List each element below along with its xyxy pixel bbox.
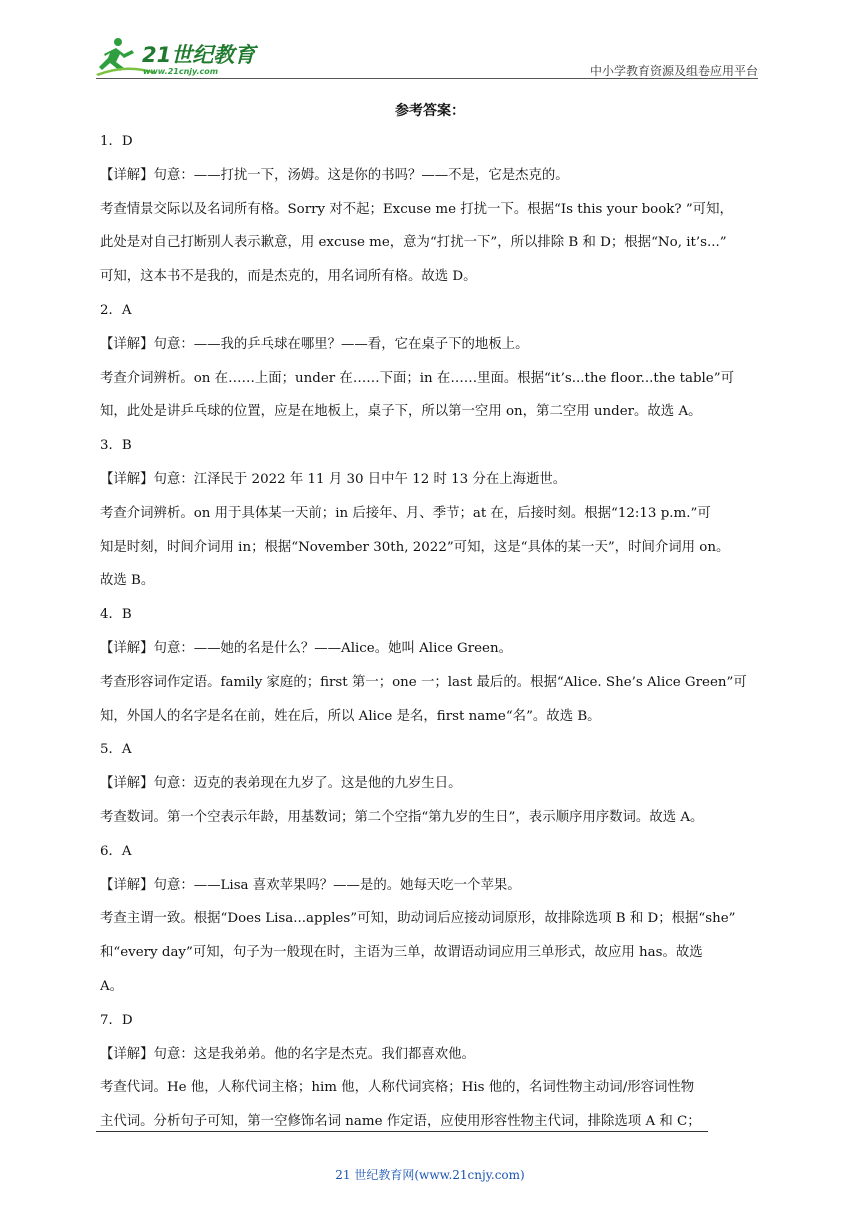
explanation-line: 主代词。分析句子可知，第一空修饰名词 name 作定语，应使用形容性物主代词，排除选项 A 和 C； — [100, 1114, 701, 1130]
answer-number: 6．A — [100, 843, 132, 859]
answer-number: 2．A — [100, 302, 132, 318]
footer-divider — [96, 1131, 708, 1132]
explanation-line: 考查介词辨析。on 用于具体某一天前；in 后接年、月、季节；at 在，后接时刻。根据“12:13 p.m.”可 — [100, 505, 711, 521]
explanation-line: 考查情景交际以及名词所有格。Sorry 对不起；Excuse me 打扰一下。根据“Is this your book? ”可知， — [100, 201, 733, 217]
answer-number: 1．D — [100, 134, 133, 149]
explanation-line: 此处是对自己打断别人表示歉意，用 excuse me，意为“打扰一下”，所以排除 B 和 D；根据“No, it’s...” — [100, 235, 727, 251]
answer-number: 4．B — [100, 607, 132, 623]
logo — [96, 34, 266, 78]
explanation-line: 【详解】句意：——Lisa 喜欢苹果吗？——是的。她每天吃一个苹果。 — [100, 877, 521, 893]
explanation-line: 【详解】句意：江泽民于 2022 年 11 月 30 日中午 12 时 13 分在上海逝世。 — [100, 471, 567, 487]
answer-content — [100, 125, 760, 1139]
answer-number: 5．A — [100, 742, 132, 758]
explanation-line: 考查数词。第一个空表示年龄，用基数词；第二个空指“第九岁的生日”，表示顺序用序数词。故选 A。 — [100, 809, 704, 825]
header-divider — [96, 78, 758, 79]
explanation-line: 【详解】句意：——打扰一下，汤姆。这是你的书吗？——不是，它是杰克的。 — [100, 167, 569, 183]
logo-url: www.21cnjy.com — [143, 67, 219, 76]
answer-number: 7．D — [100, 1012, 133, 1028]
page-header — [96, 34, 758, 78]
explanation-line: 【详解】句意：——我的乒乓球在哪里？——看，它在桌子下的地板上。 — [100, 336, 529, 352]
explanation-line: 【详解】句意：——她的名是什么？——Alice。她叫 Alice Green。 — [100, 640, 512, 656]
explanation-line: 和“every day”可知，句子为一般现在时，主语为三单，故谓语动词应用三单形式，故应用 has。故选 — [100, 945, 703, 961]
explanation-line: 考查形容词作定语。family 家庭的；first 第一；one 一；last 最后的。根据“Alice. She’s Alice Green”可 — [100, 674, 747, 690]
explanation-line: 考查介词辨析。on 在……上面；under 在……下面；in 在……里面。根据“it’s...the floor...the table”可 — [100, 370, 734, 386]
explanation-line: 知，外国人的名字是名在前，姓在后，所以 Alice 是名，first name“名”。故选 B。 — [100, 708, 601, 724]
logo-text: 21世纪教育 — [142, 43, 256, 67]
explanation-line: 【详解】句意：迈克的表弟现在九岁了。这是他的九岁生日。 — [100, 776, 462, 792]
explanation-line: A。 — [100, 978, 124, 994]
page-title: 参考答案： — [395, 103, 465, 119]
explanation-line: 考查代词。He 他，人称代词主格；him 他，人称代词宾格；His 他的，名词性物主动词/形容词性物 — [100, 1080, 695, 1096]
header-tagline: 中小学教育资源及组卷应用平台 — [589, 64, 758, 78]
explanation-line: 可知，这本书不是我的，而是杰克的，用名词所有格。故选 D。 — [100, 269, 477, 285]
answer-number: 3．B — [100, 438, 132, 454]
explanation-line: 知是时刻，时间介词用 in；根据“November 30th, 2022”可知，这是“具体的某一天”，时间介词用 on。 — [100, 539, 730, 555]
explanation-line: 考查主谓一致。根据“Does Lisa...apples”可知，助动词后应接动词原形，故排除选项 B 和 D；根据“she” — [100, 911, 736, 927]
explanation-line: 故选 B。 — [100, 573, 155, 589]
explanation-line: 【详解】句意：这是我弟弟。他的名字是杰克。我们都喜欢他。 — [100, 1046, 475, 1062]
footer-link[interactable]: 21 世纪教育网(www.21cnjy.com) — [335, 1168, 525, 1182]
explanation-line: 知，此处是讲乒乓球的位置，应是在地板上，桌子下，所以第一空用 on，第二空用 under。故选 A。 — [100, 404, 702, 420]
